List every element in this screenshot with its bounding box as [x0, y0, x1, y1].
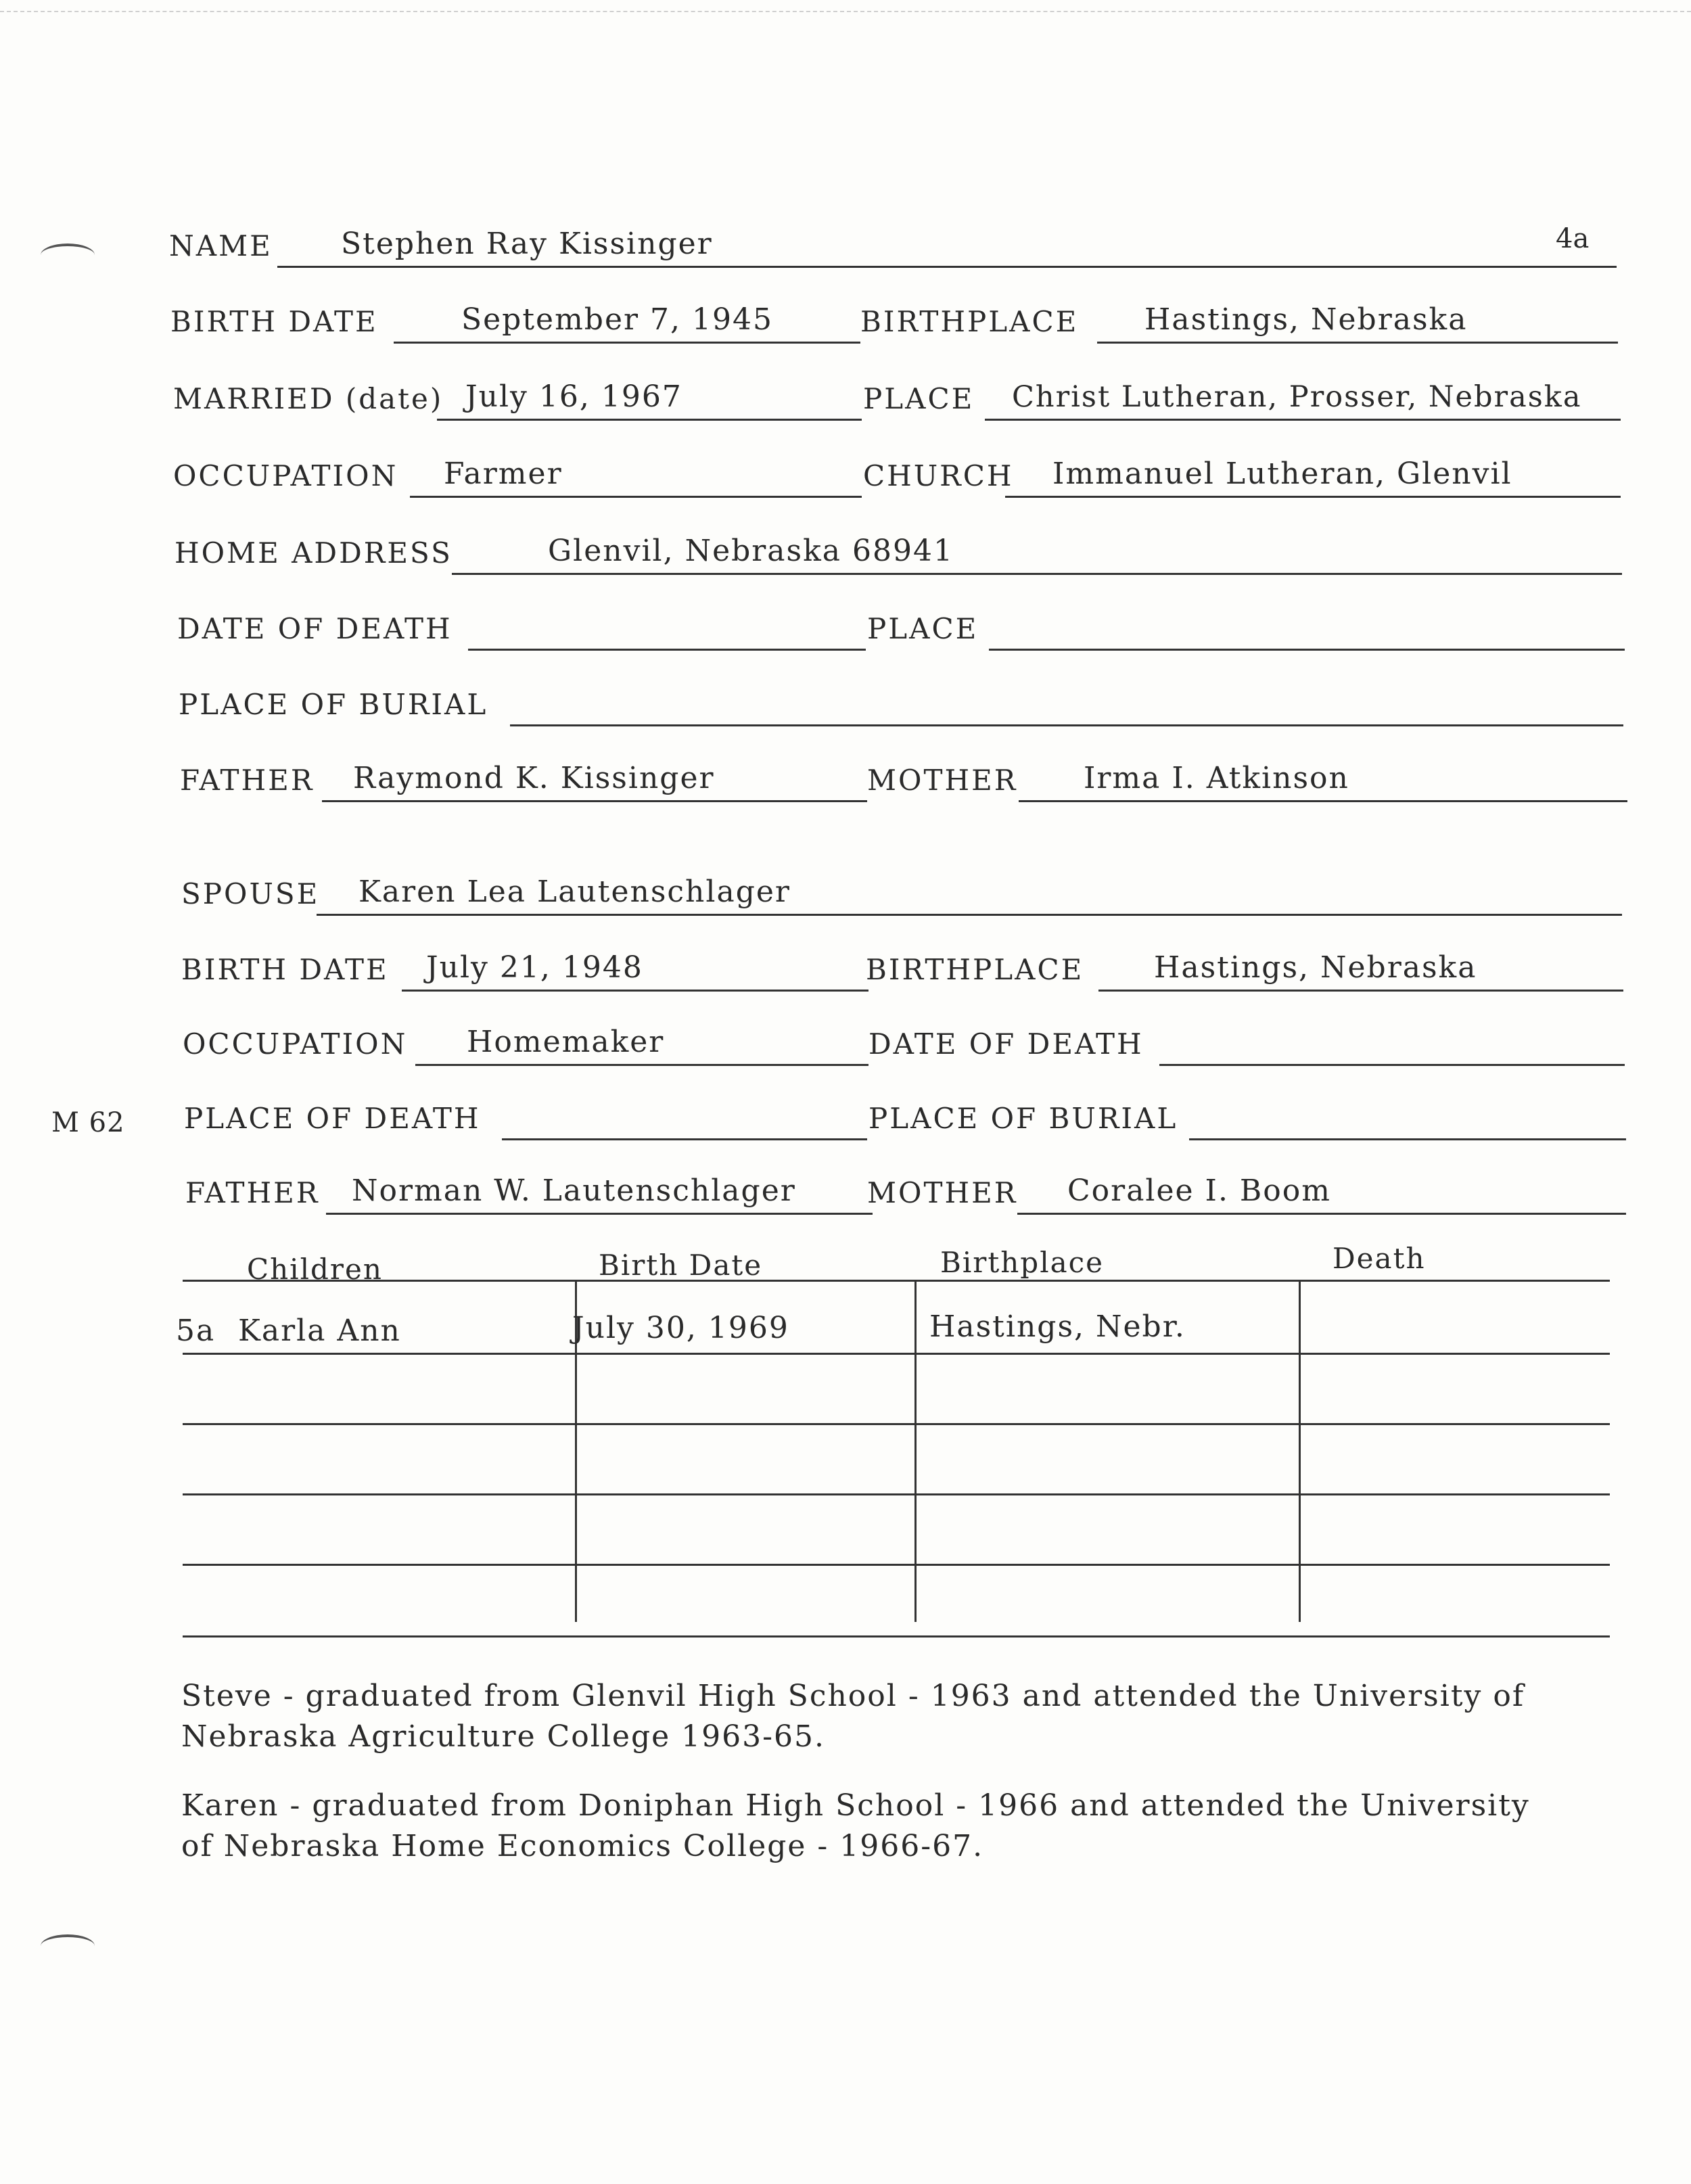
child-name: Karla Ann — [238, 1314, 401, 1348]
place-of-burial-label: PLACE OF BURIAL — [179, 688, 488, 721]
note-karen: Karen - graduated from Doniphan High School - 1966 and attended the University of Nebraska Home Economics College - 1966-67. — [181, 1788, 1530, 1863]
home-address-label: HOME ADDRESS — [175, 536, 453, 570]
children-header: Children — [247, 1253, 383, 1286]
spouse-place-of-death-line — [502, 1138, 867, 1140]
mother-line — [1019, 800, 1627, 802]
birth-date-value: September 7, 1945 — [461, 302, 773, 337]
table-divider-2 — [914, 1281, 917, 1622]
married-place-line — [985, 419, 1621, 421]
spouse-occupation-row — [183, 1025, 1630, 1069]
name-row — [169, 227, 1617, 271]
note-steve: Steve - graduated from Glenvil High School - 1963 and attended the University of Nebraska Agriculture College 1963-65. — [181, 1679, 1525, 1754]
table-row-line-3 — [183, 1493, 1610, 1495]
death-row — [177, 613, 1625, 653]
children-table — [176, 1238, 1617, 1657]
father-value: Raymond K. Kissinger — [353, 761, 715, 795]
spouse-place-of-burial-line — [1189, 1138, 1626, 1140]
spouse-birth-date-label: BIRTH DATE — [181, 953, 389, 986]
spouse-label: SPOUSE — [181, 877, 320, 910]
name-line — [277, 266, 1617, 268]
birthplace-value: Hastings, Nebraska — [1144, 302, 1468, 337]
church-label: CHURCH — [863, 459, 1014, 492]
spouse-date-of-death-label: DATE OF DEATH — [868, 1027, 1144, 1061]
table-row-line-4 — [183, 1564, 1610, 1566]
mother-label: MOTHER — [867, 764, 1018, 797]
occupation-label: OCCUPATION — [173, 459, 398, 492]
father-label: FATHER — [180, 764, 315, 797]
page-top-edge — [0, 11, 1691, 12]
spouse-parents-row — [185, 1174, 1633, 1217]
spouse-birth-date-value: July 21, 1948 — [426, 950, 643, 985]
margin-note: M 62 — [51, 1107, 125, 1138]
birthplace-header: Birthplace — [940, 1246, 1105, 1279]
child-birthplace: Hastings, Nebr. — [929, 1309, 1186, 1344]
married-row — [173, 379, 1621, 423]
death-place-label: PLACE — [867, 612, 979, 645]
spouse-father-label: FATHER — [185, 1176, 320, 1209]
occupation-row — [173, 457, 1621, 501]
spouse-value: Karen Lea Lautenschlager — [358, 875, 791, 909]
spouse-mother-label: MOTHER — [867, 1176, 1018, 1209]
death-header: Death — [1333, 1242, 1426, 1275]
spouse-birthplace-value: Hastings, Nebraska — [1154, 950, 1477, 985]
spouse-birth-row — [181, 950, 1629, 994]
spouse-row — [181, 875, 1629, 919]
occupation-value: Farmer — [444, 457, 563, 491]
spouse-birthplace-label: BIRTHPLACE — [866, 953, 1084, 986]
table-header-line — [183, 1280, 1610, 1282]
name-value: Stephen Ray Kissinger — [341, 227, 713, 261]
burial-row — [179, 689, 1626, 729]
father-line — [322, 800, 867, 802]
spouse-occupation-line — [415, 1064, 868, 1066]
place-of-burial-line — [510, 724, 1623, 726]
date-of-death-label: DATE OF DEATH — [177, 612, 453, 645]
spouse-date-of-death-line — [1159, 1064, 1625, 1066]
married-place-label: PLACE — [863, 382, 975, 415]
table-row-line-2 — [183, 1423, 1610, 1425]
birth-date-line — [394, 342, 860, 344]
birth-date-label: BIRTH DATE — [170, 305, 378, 338]
church-value: Immanuel Lutheran, Glenvil — [1052, 457, 1512, 491]
birth-date-header: Birth Date — [599, 1249, 763, 1282]
binder-hole-mark-bottom — [41, 1934, 95, 1957]
married-value: July 16, 1967 — [465, 379, 682, 414]
spouse-place-of-death-label: PLACE OF DEATH — [184, 1102, 481, 1135]
birthplace-line — [1097, 342, 1618, 344]
spouse-mother-line — [1017, 1213, 1626, 1215]
spouse-occupation-value: Homemaker — [467, 1025, 665, 1059]
spouse-line — [317, 914, 1622, 916]
parents-row — [180, 761, 1627, 805]
married-place-value: Christ Lutheran, Prosser, Nebraska — [1012, 380, 1582, 414]
spouse-occupation-label: OCCUPATION — [183, 1027, 408, 1061]
page-number: 4a — [1556, 223, 1590, 254]
birth-row — [170, 302, 1618, 346]
date-of-death-line — [468, 649, 866, 651]
birthplace-label: BIRTHPLACE — [860, 305, 1079, 338]
spouse-mother-value: Coralee I. Boom — [1067, 1174, 1331, 1208]
married-line — [437, 419, 862, 421]
home-address-line — [452, 573, 1622, 575]
spouse-death-row — [184, 1102, 1631, 1143]
home-address-row — [175, 534, 1622, 578]
child-ref: 5a — [176, 1314, 216, 1348]
home-address-value: Glenvil, Nebraska 68941 — [548, 534, 954, 568]
death-place-line — [989, 649, 1625, 651]
mother-value: Irma I. Atkinson — [1084, 761, 1349, 795]
spouse-father-line — [326, 1213, 873, 1215]
married-label: MARRIED (date) — [173, 382, 444, 415]
binder-hole-mark-top — [41, 243, 95, 266]
spouse-birth-date-line — [402, 990, 868, 992]
occupation-line — [410, 496, 862, 498]
spouse-father-value: Norman W. Lautenschlager — [352, 1174, 796, 1208]
spouse-birthplace-line — [1098, 990, 1623, 992]
spouse-place-of-burial-label: PLACE OF BURIAL — [868, 1102, 1178, 1135]
table-divider-3 — [1299, 1281, 1301, 1622]
name-label: NAME — [169, 229, 273, 262]
table-row-line-5 — [183, 1635, 1610, 1637]
table-row-line-1 — [183, 1353, 1610, 1355]
child-birth-date: July 30, 1969 — [572, 1311, 789, 1345]
church-line — [1005, 496, 1621, 498]
